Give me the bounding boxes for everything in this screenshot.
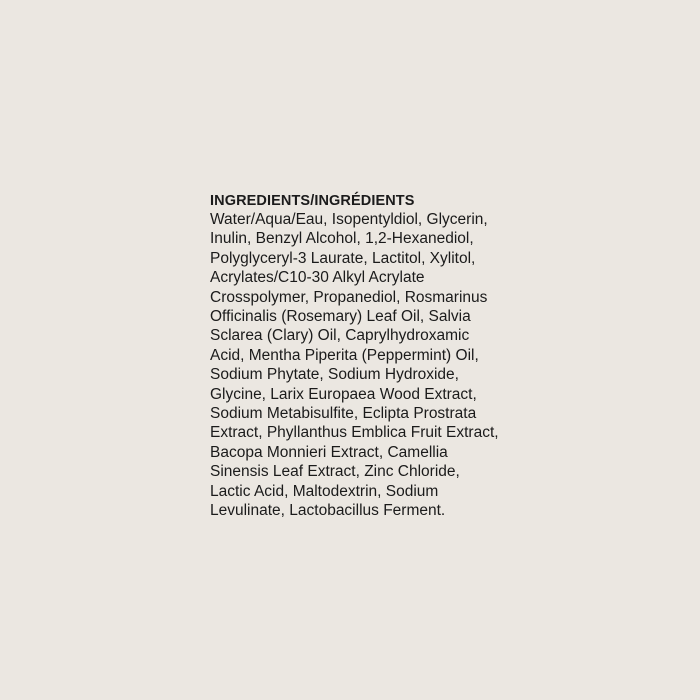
ingredients-line: Sinensis Leaf Extract, Zinc Chloride, [210,463,460,481]
ingredients-line: Water/Aqua/Eau, Isopentyldiol, Glycerin, [210,211,488,228]
ingredients-line: Sodium Phytate, Sodium Hydroxide, [210,366,459,384]
ingredients-list [210,210,510,521]
ingredients-line: Polyglyceryl-3 Laurate, Lactitol, Xylitol, [210,249,476,267]
ingredients-line: Lactic Acid, Maltodextrin, Sodium [210,482,439,500]
ingredients-line: Levulinate, Lactobacillus Ferment. [210,502,446,520]
ingredients-heading: INGREDIENTS/INGRÉDIENTS [210,193,415,209]
ingredients-line: Extract, Phyllanthus Emblica Fruit Extract, [210,424,499,442]
ingredients-line: Sodium Metabisulfite, Eclipta Prostrata [210,405,477,423]
ingredients-line: Crosspolymer, Propanediol, Rosmarinus [210,288,488,306]
ingredients-line: Acrylates/C10-30 Alkyl Acrylate [210,269,425,287]
ingredients-line: Acid, Mentha Piperita (Peppermint) Oil, [210,346,479,364]
ingredients-line: Sclarea (Clary) Oil, Caprylhydroxamic [210,327,470,345]
ingredients-line: Officinalis (Rosemary) Leaf Oil, Salvia [210,308,471,326]
ingredients-line: Inulin, Benzyl Alcohol, 1,2-Hexanediol, [210,230,474,248]
ingredients-block [210,192,510,521]
ingredients-line: Glycine, Larix Europaea Wood Extract, [210,385,477,403]
ingredients-line: Bacopa Monnieri Extract, Camellia [210,443,448,461]
